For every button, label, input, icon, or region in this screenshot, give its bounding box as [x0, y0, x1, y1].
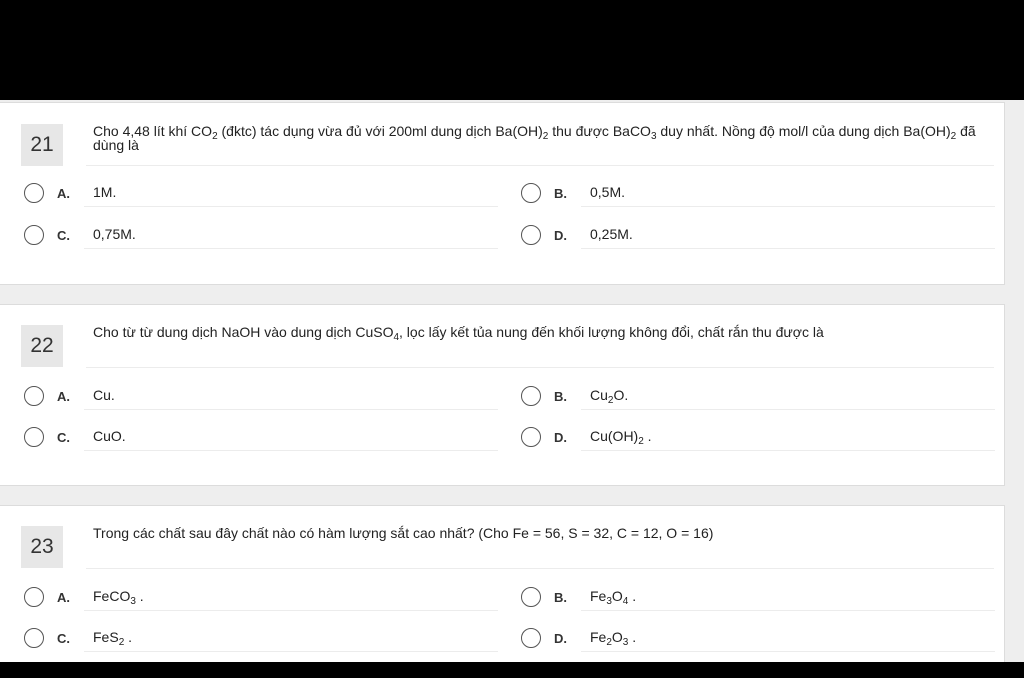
- option-letter: D.: [554, 228, 567, 243]
- option-d[interactable]: [521, 425, 995, 455]
- option-c[interactable]: [24, 223, 498, 253]
- option-letter: C.: [57, 430, 70, 445]
- option-letter: D.: [554, 430, 567, 445]
- radio-button[interactable]: [521, 628, 541, 648]
- question-divider: [86, 367, 994, 368]
- option-text: Cu.: [93, 387, 115, 403]
- option-text: $Fe_3O_4$ .: [590, 588, 637, 607]
- option-text: 0,5M.: [590, 184, 626, 200]
- option-text: 0,75M.: [93, 226, 136, 242]
- question-number: 23: [21, 526, 63, 568]
- radio-button[interactable]: [521, 587, 541, 607]
- radio-button[interactable]: [521, 183, 541, 203]
- option-text: $Cu_2O$.: [590, 387, 629, 406]
- option-divider: [84, 206, 498, 207]
- radio-button[interactable]: [24, 183, 44, 203]
- question-number: 21: [21, 124, 63, 166]
- option-divider: [84, 450, 498, 451]
- radio-button[interactable]: [521, 427, 541, 447]
- question-card-22: [0, 304, 1005, 486]
- radio-button[interactable]: [521, 386, 541, 406]
- option-divider: [84, 248, 498, 249]
- option-letter: B.: [554, 590, 567, 605]
- option-letter: D.: [554, 631, 567, 646]
- option-c[interactable]: [24, 626, 498, 656]
- option-text: $Fe_2O_3$ .: [590, 629, 637, 648]
- option-divider: [84, 409, 498, 410]
- option-letter: B.: [554, 186, 567, 201]
- option-c[interactable]: [24, 425, 498, 455]
- question-divider: [86, 165, 994, 166]
- option-letter: C.: [57, 228, 70, 243]
- option-a[interactable]: [24, 585, 498, 615]
- quiz-content: [0, 100, 1024, 662]
- question-number: 22: [21, 325, 63, 367]
- question-divider: [86, 568, 994, 569]
- radio-button[interactable]: [24, 386, 44, 406]
- option-letter: B.: [554, 389, 567, 404]
- option-a[interactable]: [24, 384, 498, 414]
- question-card-21: [0, 102, 1005, 285]
- question-text: Trong các chất sau đây chất nào có hàm lượng sắt cao nhất? (Cho Fe = 56, S = 32, C = 12, O = 16): [93, 525, 714, 541]
- radio-button[interactable]: [24, 628, 44, 648]
- option-divider: [581, 248, 995, 249]
- option-text: FeS$_2$ .: [93, 629, 133, 648]
- option-d[interactable]: [521, 626, 995, 656]
- option-letter: A.: [57, 389, 70, 404]
- option-letter: A.: [57, 186, 70, 201]
- radio-button[interactable]: [24, 427, 44, 447]
- option-b[interactable]: [521, 585, 995, 615]
- option-divider: [581, 651, 995, 652]
- option-text: 1M.: [93, 184, 117, 200]
- option-letter: C.: [57, 631, 70, 646]
- option-divider: [84, 651, 498, 652]
- option-text: $Cu(OH)_2$ .: [590, 428, 652, 447]
- option-divider: [581, 206, 995, 207]
- radio-button[interactable]: [24, 587, 44, 607]
- question-text: Cho 4,48 lít khí $CO_2$ (đktc) tác dụng vừa đủ với 200ml dung dịch $Ba(OH)_2$ thu được BaCO$_3$ duy nhất. Nồng độ mol/l của dung dịch $Ba(OH)_2$ đã dùng là: [93, 123, 976, 153]
- option-text: CuO.: [93, 428, 126, 444]
- option-b[interactable]: [521, 181, 995, 211]
- radio-button[interactable]: [24, 225, 44, 245]
- option-divider: [581, 450, 995, 451]
- option-text: 0,25M.: [590, 226, 633, 242]
- bottom-black-bar: [0, 662, 1024, 678]
- radio-button[interactable]: [521, 225, 541, 245]
- option-divider: [581, 610, 995, 611]
- option-a[interactable]: [24, 181, 498, 211]
- option-letter: A.: [57, 590, 70, 605]
- option-text: FeCO$_3$ .: [93, 588, 144, 607]
- option-d[interactable]: [521, 223, 995, 253]
- question-text: Cho từ từ dung dịch NaOH vào dung dịch CuSO$_4$, lọc lấy kết tủa nung đến khối lượng không đổi, chất rắn thu được là: [93, 324, 824, 343]
- option-b[interactable]: [521, 384, 995, 414]
- question-card-23: [0, 505, 1005, 662]
- top-black-bar: [0, 0, 1024, 100]
- option-divider: [581, 409, 995, 410]
- option-divider: [84, 610, 498, 611]
